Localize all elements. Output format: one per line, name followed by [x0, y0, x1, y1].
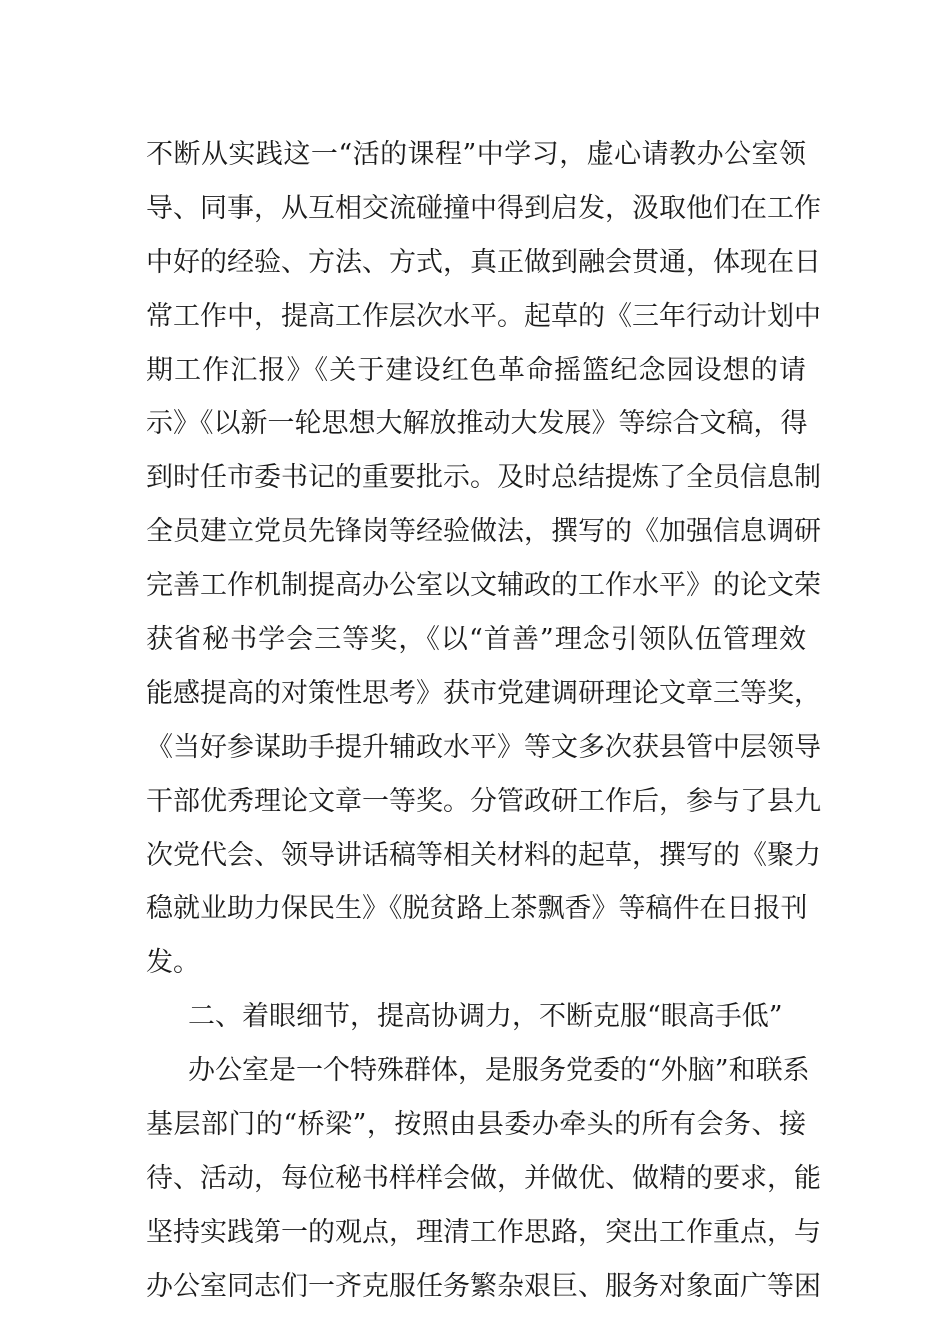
text-line: 坚持实践第一的观点，理清工作思路，突出工作重点，与 [146, 1216, 821, 1248]
text-line: 期工作汇报》《关于建设红色革命摇篮纪念园设想的请 [146, 354, 806, 386]
text-line: 办公室是一个特殊群体，是服务党委的“外脑”和联系 [188, 1055, 810, 1087]
document-body [146, 128, 821, 1314]
text-line: 示》《以新一轮思想大解放推动大发展》等综合文稿，得 [146, 408, 808, 440]
section-heading-2 [146, 990, 806, 1044]
heading-text: 二、着眼细节，提高协调力，不断克服“眼高手低” [188, 1001, 783, 1033]
text-line: 干部优秀理论文章一等奖。分管政研工作后，参与了县九 [146, 785, 821, 817]
text-line: 到时任市委书记的重要批示。及时总结提炼了全员信息制 [146, 462, 821, 494]
text-line: 办公室同志们一齐克服任务繁杂艰巨、服务对象面广等困 [146, 1270, 821, 1302]
text-line: 全员建立党员先锋岗等经验做法，撰写的《加强信息调研 [146, 516, 821, 548]
text-line: 《当好参谋助手提升辅政水平》等文多次获县管中层领导 [146, 731, 821, 763]
text-line: 常工作中，提高工作层次水平。起草的《三年行动计划中 [146, 300, 821, 332]
text-line: 待、活动，每位秘书样样会做，并做优、做精的要求，能 [146, 1162, 821, 1194]
text-line: 稳就业助力保民生》《脱贫路上茶飘香》等稿件在日报刊 [146, 893, 808, 925]
text-line: 中好的经验、方法、方式，真正做到融会贯通，体现在日 [146, 246, 821, 278]
text-line: 能感提高的对策性思考》获市党建调研理论文章三等奖， [146, 677, 821, 709]
text-line: 基层部门的“桥梁”，按照由县委办牵头的所有会务、接 [146, 1109, 806, 1141]
text-line: 不断从实践这一“活的课程”中学习，虚心请教办公室领 [146, 139, 806, 170]
text-line: 获省秘书学会三等奖，《以“首善”理念引领队伍管理效 [146, 624, 806, 656]
paragraph-2 [146, 1044, 821, 1313]
text-line: 完善工作机制提高办公室以文辅政的工作水平》的论文荣 [146, 570, 821, 602]
text-line: 次党代会、领导讲话稿等相关材料的起草，撰写的《聚力 [146, 839, 821, 871]
paragraph-1 [146, 128, 821, 990]
text-line: 导、同事，从互相交流碰撞中得到启发，汲取他们在工作 [146, 192, 821, 224]
text-line: 发。 [146, 947, 200, 979]
